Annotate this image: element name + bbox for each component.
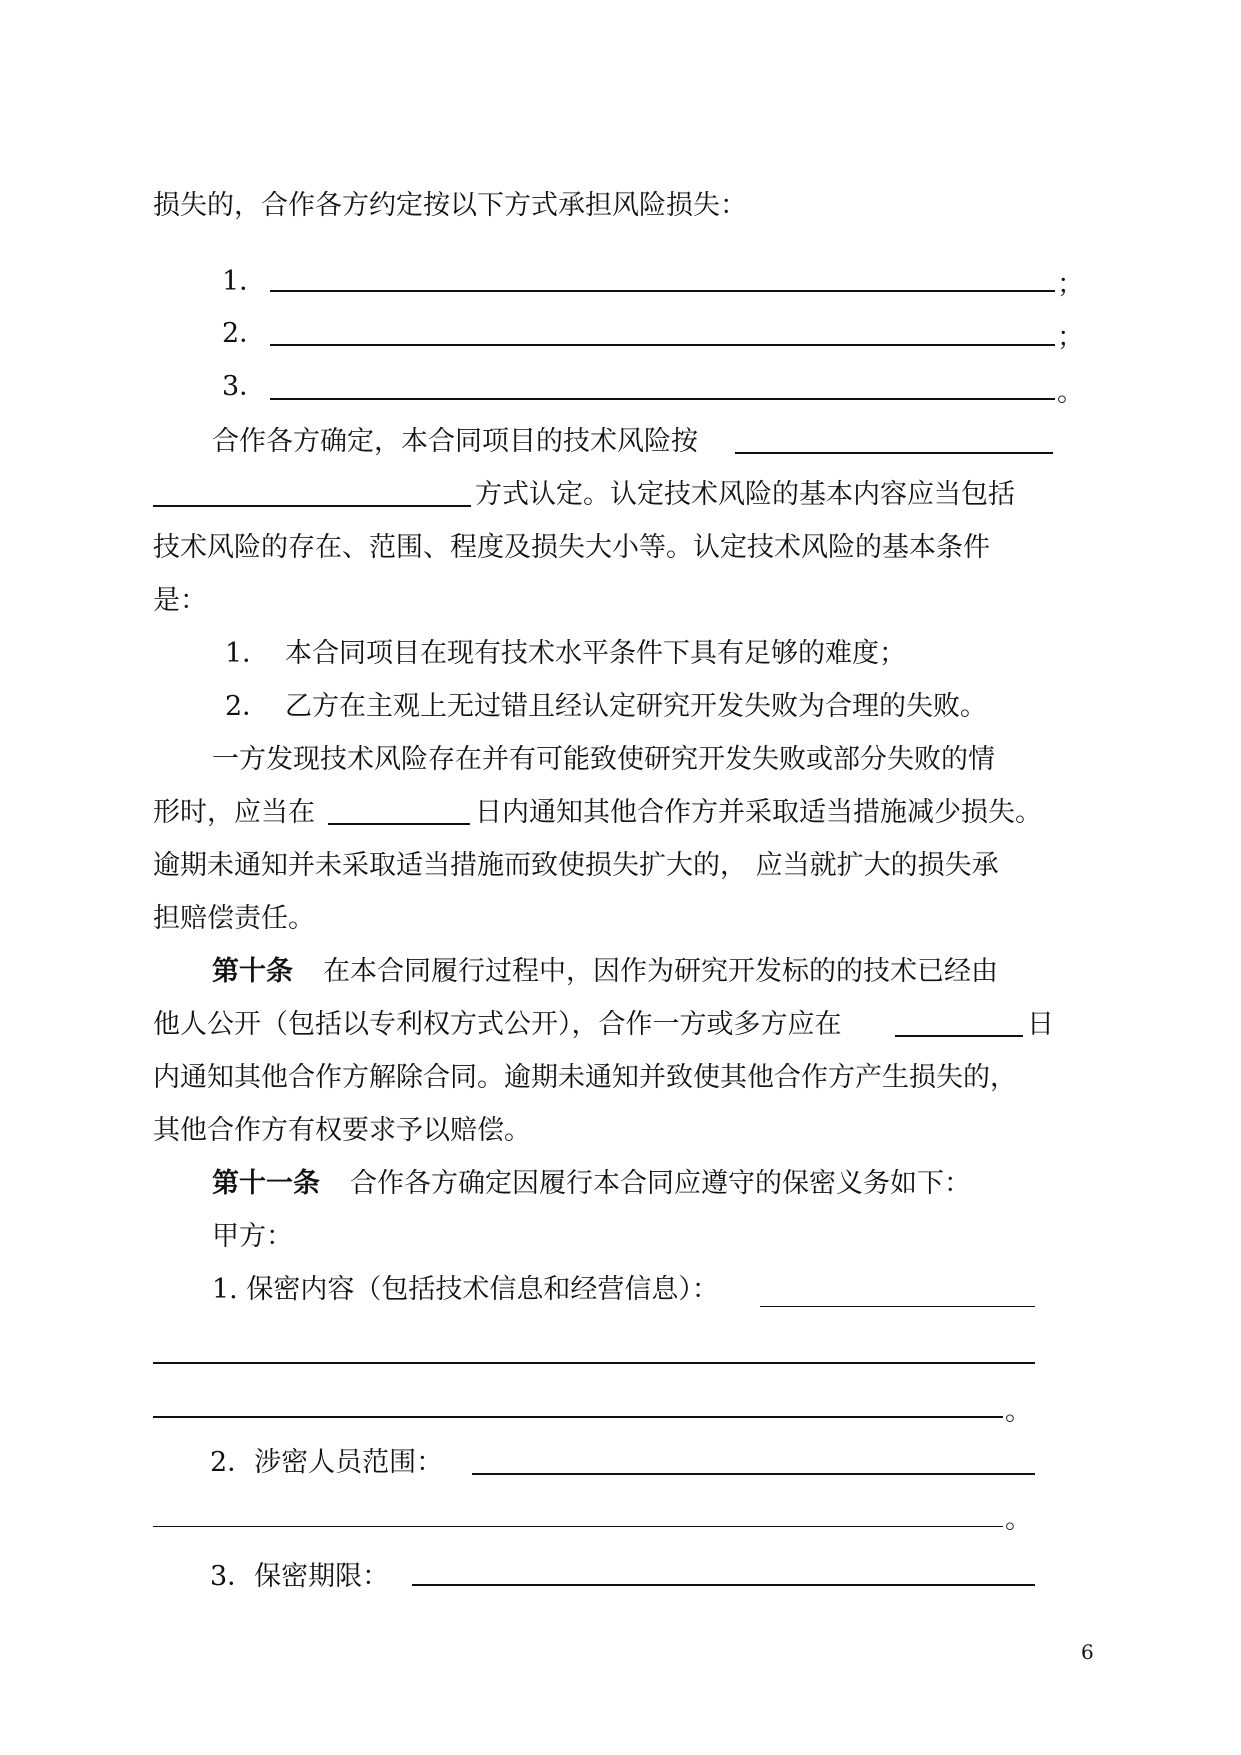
condition-1-number: 1． [225, 638, 270, 669]
article-10-days-blank[interactable] [895, 1035, 1023, 1037]
notify-paragraph-line-1: 一方发现技术风险存在并有可能致使研究开发失败或部分失败的情 [212, 744, 995, 775]
condition-2-number: 2． [225, 691, 270, 722]
page-number: 6 [1081, 1640, 1094, 1664]
involved-personnel-end: 。 [1005, 1504, 1032, 1535]
risk-item-2-blank[interactable] [270, 344, 1055, 346]
risk-item-3-number: 3． [222, 371, 267, 402]
article-10-line-3: 内通知其他合作方解除合同。逾期未通知并致使其他合作方产生损失的， [153, 1062, 1017, 1093]
risk-item-1-blank[interactable] [270, 290, 1055, 292]
secrecy-content-end: 。 [1005, 1396, 1032, 1427]
article-10-title: 第十条 [212, 956, 293, 987]
involved-personnel-label: 2．涉密人员范围： [210, 1447, 444, 1478]
risk-item-1-number: 1． [222, 266, 267, 297]
risk-item-3-end: 。 [1057, 377, 1084, 408]
tech-risk-paragraph-line-4: 是： [153, 585, 207, 616]
notify-paragraph-line-2a: 形时，应当在 [153, 797, 315, 828]
secrecy-content-label: 1. 保密内容（包括技术信息和经营信息）： [212, 1274, 719, 1305]
notify-paragraph-line-3: 逾期未通知并未采取适当措施而致使损失扩大的， 应当就扩大的损失承 [153, 850, 999, 881]
article-10-line-2b: 日 [1027, 1009, 1054, 1040]
article-10-line-4: 其他合作方有权要求予以赔偿。 [153, 1115, 531, 1146]
secrecy-period-blank[interactable] [412, 1584, 1035, 1586]
secrecy-content-blank-2[interactable] [153, 1362, 1035, 1364]
secrecy-period-label: 3．保密期限： [210, 1561, 390, 1592]
secrecy-content-blank-1[interactable] [760, 1306, 1035, 1307]
party-a-label: 甲方： [212, 1221, 293, 1252]
tech-risk-paragraph-line-3: 技术风险的存在、范围、程度及损失大小等。认定技术风险的基本条件 [153, 532, 990, 563]
notify-days-blank[interactable] [328, 823, 470, 825]
tech-risk-paragraph-line-1: 合作各方确定，本合同项目的技术风险按 [212, 426, 698, 457]
article-11-title: 第十一条 [212, 1168, 320, 1199]
paragraph-continuation: 损失的，合作各方约定按以下方式承担风险损失： [153, 190, 747, 221]
risk-item-1-end: ； [1057, 269, 1084, 300]
article-10-line-1: 第十条 在本合同履行过程中，因作为研究开发标的的技术已经由 [212, 956, 998, 987]
risk-item-3-blank[interactable] [270, 398, 1055, 400]
tech-risk-method-blank-2[interactable] [153, 505, 471, 507]
notify-paragraph-line-2b: 日内通知其他合作方并采取适当措施减少损失。 [475, 797, 1042, 828]
involved-personnel-blank-2[interactable] [153, 1526, 1003, 1527]
article-10-line-2a: 他人公开（包括以专利权方式公开），合作一方或多方应在 [153, 1009, 842, 1040]
risk-item-2-end: ； [1057, 322, 1084, 353]
article-11-line-1: 第十一条 合作各方确定因履行本合同应遵守的保密义务如下： [212, 1168, 971, 1199]
condition-1-text: 本合同项目在现有技术水平条件下具有足够的难度； [285, 638, 906, 669]
notify-paragraph-line-4: 担赔偿责任。 [153, 903, 315, 934]
risk-item-2-number: 2． [222, 318, 267, 349]
involved-personnel-blank-1[interactable] [472, 1473, 1035, 1475]
tech-risk-method-blank-1[interactable] [735, 452, 1053, 454]
secrecy-content-blank-3[interactable] [153, 1416, 1003, 1418]
condition-2-text: 乙方在主观上无过错且经认定研究开发失败为合理的失败。 [285, 691, 987, 722]
tech-risk-paragraph-line-2: 方式认定。认定技术风险的基本内容应当包括 [475, 479, 1015, 510]
